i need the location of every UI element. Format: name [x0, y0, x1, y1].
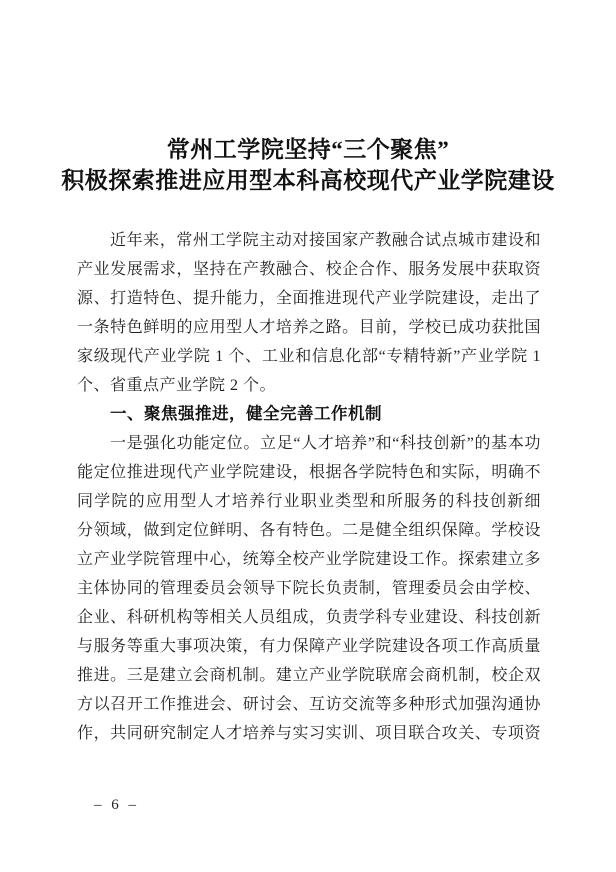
paragraph-1	[77, 226, 541, 400]
paragraph-2-line: 主体协同的管理委员会领导下院长负责制，管理委员会由学校、	[77, 580, 541, 597]
paragraph-1-line: 一条特色鲜明的应用型人才培养之路。目前，学校已成功获批国	[77, 319, 541, 336]
document-title	[0, 134, 616, 196]
paragraph-2-line: 作，共同研究制定人才培养与实习实训、项目联合攻关、专项资	[77, 725, 541, 742]
paragraph-2-line: 推进。三是建立会商机制。建立产业学院联席会商机制，校企双	[77, 667, 541, 684]
paragraph-1-line: 产业发展需求，坚持在产教融合、校企合作、服务发展中获取资	[77, 261, 541, 278]
paragraph-2-line: 分领域，做到定位鲜明、各有特色。二是健全组织保障。学校设	[77, 522, 541, 539]
paragraph-1-line: 家级现代产业学院 1 个、工业和信息化部“专精特新”产业学院 1	[77, 348, 541, 365]
document-title-line: 常州工学院坚持“三个聚焦”	[166, 137, 450, 162]
document-body	[77, 226, 541, 748]
paragraph-2-line: 一是强化功能定位。立足“人才培养”和“科技创新”的基本功	[110, 435, 541, 452]
page-number: – 6 –	[94, 797, 139, 813]
paragraph-2-line: 与服务等重大事项决策，有力保障产业学院建设各项工作高质量	[77, 638, 541, 655]
paragraph-2-line: 立产业学院管理中心，统筹全校产业学院建设工作。探索建立多	[77, 551, 541, 568]
paragraph-1-line: 近年来，常州工学院主动对接国家产教融合试点城市建设和	[110, 232, 541, 249]
document-title-line: 积极探索推进应用型本科高校现代产业学院建设	[61, 168, 555, 193]
paragraph-2-line: 能定位推进现代产业学院建设，根据各学院特色和实际，明确不	[77, 464, 541, 481]
paragraph-2	[77, 429, 541, 748]
paragraph-2-line: 企业、科研机构等相关人员组成，负责学科专业建设、科技创新	[77, 609, 541, 626]
paragraph-1-line: 个、省重点产业学院 2 个。	[77, 377, 277, 394]
section-heading-1: 一、聚焦强推进，健全完善工作机制	[110, 405, 382, 423]
paragraph-2-line: 方以召开工作推进会、研讨会、互访交流等多种形式加强沟通协	[77, 696, 541, 713]
paragraph-2-line: 同学院的应用型人才培养行业职业类型和所服务的科技创新细	[77, 493, 541, 510]
paragraph-1-line: 源、打造特色、提升能力，全面推进现代产业学院建设，走出了	[77, 290, 541, 307]
